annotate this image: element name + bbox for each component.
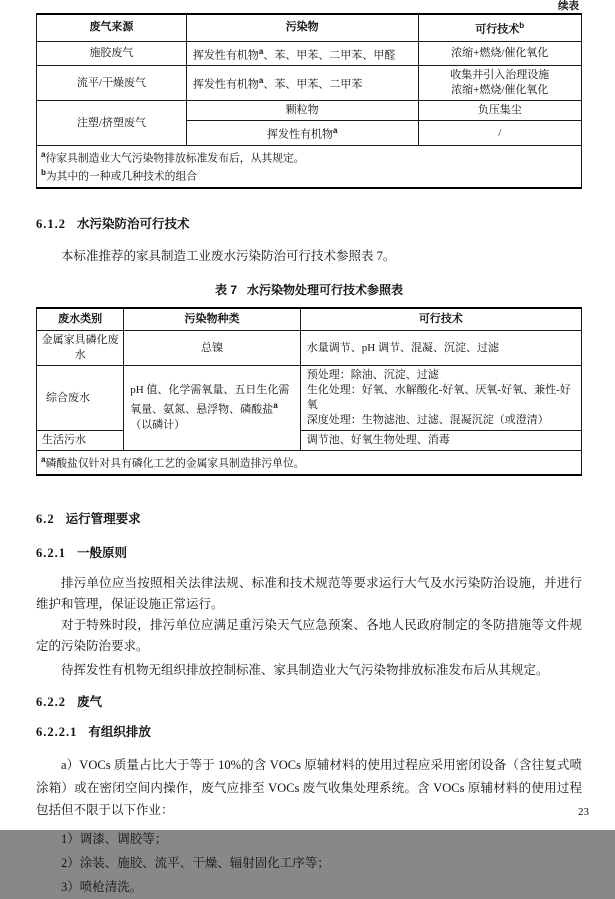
t6-r2-tech: [418, 66, 582, 101]
section-6-1-2-title: 水污染防治可行技术: [77, 217, 190, 232]
section-6-1-2-number: 6.1.2: [36, 217, 66, 232]
t7-r2-pollutant-sup: a: [273, 401, 278, 411]
t6-r2-pollutant-rest: 、苯、甲苯、二甲苯: [263, 79, 363, 92]
t6-header-tech-sup: b: [519, 21, 525, 30]
paragraph-6-1-2: 本标准推荐的家具制造工业废水污染防治可行技术参照表 7。: [61, 249, 396, 264]
table-row: [37, 431, 582, 451]
t6-footnote-b-sup: b: [41, 168, 46, 178]
t6-r1-pollutant-sup: a: [258, 46, 264, 56]
t6-r3-sub2-pollutant: [186, 121, 418, 146]
t7-header-pollutant: 污染物种类: [124, 308, 301, 331]
t7-footnote-row: [37, 451, 582, 476]
section-6-2-1-number: 6.2.1: [36, 546, 66, 561]
section-6-2-1-title: 一般原则: [77, 546, 128, 561]
t6-header-tech-label: 可行技术: [475, 23, 520, 36]
t7-r2-pollutant: [124, 366, 301, 451]
t6-r1-tech: 浓缩+燃烧/催化氧化: [418, 41, 582, 66]
t7-r2-category: 综合废水: [37, 366, 124, 431]
t6-r3-sub2-pollutant-text: 挥发性有机物: [266, 128, 333, 141]
t7-footnote-sup: a: [41, 455, 46, 465]
page-number: 23: [578, 806, 589, 818]
t6-r2-pollutant-sup: a: [258, 76, 264, 86]
t7-r1-tech: 水量调节、pH 调节、混凝、沉淀、过滤: [300, 331, 581, 366]
t7-footnote-text: 磷酸盐仅针对具有磷化工艺的金属家具制造排污单位。: [45, 457, 305, 470]
t6-r3-sub2-pollutant-sup: a: [332, 126, 338, 136]
t6-header-pollutant: 污染物: [186, 14, 418, 41]
section-6-2-2-number: 6.2.2: [36, 695, 66, 710]
table-row: [37, 101, 582, 121]
t7-r2-tech-line2: 生化处理：好氧、水解酸化-好氧、厌氧-好氧、兼性-好氧: [306, 384, 571, 412]
t6-r1-source: 施胶废气: [37, 41, 187, 66]
table-row: [37, 66, 582, 101]
t6-header-tech: [418, 14, 582, 41]
table-continuation-label: 续表: [558, 1, 579, 12]
table7-caption: [36, 283, 582, 298]
t6-r1-pollutant-rest: 、苯、甲苯、二甲苯、甲醛: [263, 49, 396, 62]
t6-r2-pollutant: [186, 66, 418, 101]
list-item: 1）调漆、调胶等；: [61, 831, 168, 846]
t6-r2-tech-line2: 浓缩+燃烧/催化氧化: [451, 84, 549, 97]
section-6-2-number: 6.2: [36, 512, 55, 527]
t6-r3-sub1-pollutant: 颗粒物: [186, 101, 418, 121]
t6-footnote-a-sup: a: [41, 149, 46, 159]
paragraph-6-2-1-a: 排污单位应当按照相关法律法规、标准和技术规范等要求运行大气及水污染防治设施，并进行维护和管理，保证设施正常运行。: [36, 576, 582, 612]
t6-r3-sub1-tech: 负压集尘: [418, 101, 582, 121]
t7-footnote: [37, 451, 582, 476]
list-item: 2）涂装、施胶、流平、干燥、辐射固化工序等；: [61, 855, 330, 870]
t7-r3-tech: 调节池、好氧生物处理、消毒: [300, 431, 581, 451]
table7-caption-title: 水污染物处理可行技术参照表: [247, 283, 404, 298]
t6-footnote-a-text: 待家具制造业大气污染物排放标准发布后，从其规定。: [45, 152, 305, 165]
t7-r2-tech-line1: 预处理：除油、沉淀、过滤: [306, 369, 439, 382]
t7-header-category: 废水类别: [37, 308, 124, 331]
t6-r3-source: 注塑/挤塑废气: [37, 101, 187, 146]
t7-r2-pollutant-text: pH 值、化学需氧量、五日生化需氧量、氨氮、悬浮物、磷酸盐: [130, 384, 290, 416]
paragraph-6-2-1-b: 对于特殊时段，排污单位应满足重污染天气应急预案、各地人民政府制定的冬防措施等文件规定的污染防治要求。: [36, 618, 582, 654]
table-exhaust-gas-technologies: [36, 13, 582, 189]
t7-r2-tech: [300, 366, 581, 431]
t7-r3-category: 生活污水: [37, 431, 124, 451]
paragraph-6-2-1-c: 待挥发性有机物无组织排放控制标准、家具制造业大气污染物排放标准发布后从其规定。: [61, 663, 549, 678]
t6-header-row: [37, 14, 582, 41]
t6-r2-pollutant-text: 挥发性有机物: [192, 79, 259, 92]
section-heading-6-2-1: [36, 545, 582, 562]
t6-r3-sub2-tech: /: [418, 121, 582, 146]
list-item: 3）喷枪清洗。: [61, 879, 143, 894]
list-operations: [36, 827, 582, 899]
t7-r1-category: 金属家具磷化废水: [37, 331, 124, 366]
t6-r2-tech-line1: 收集并引入治理设施: [450, 69, 550, 82]
section-6-2-2-1-title: 有组织排放: [88, 725, 151, 740]
t6-footnote-b: [41, 166, 577, 184]
table-row: [37, 366, 582, 431]
t6-footnote-a: [41, 148, 577, 166]
table-wastewater-technologies: [36, 307, 582, 476]
section-heading-6-2: [36, 511, 582, 528]
t7-r2-pollutant-rest: （以磷计）: [130, 418, 186, 431]
section-heading-6-2-2-1: [36, 724, 582, 741]
section-heading-6-1-2: [36, 216, 582, 233]
t6-r2-source: 流平/干燥废气: [37, 66, 187, 101]
table-row: [37, 331, 582, 366]
t6-footnotes: [37, 145, 582, 188]
t7-r1-pollutant: 总镍: [124, 331, 301, 366]
paragraph-6-2-2-1-a: a）VOCs 质量占比大于等于 10%的含 VOCs 原辅材料的使用过程应采用密闭设备（含往复式喷涂箱）或在密闭空间内操作，废气应排至 VOCs 废气收集处理系统。含 VOCs 原辅材料的使用过程包括但不限于以下作业：: [36, 758, 582, 818]
t6-r1-pollutant: [186, 41, 418, 66]
t7-r2-tech-line3: 深度处理：生物滤池、过滤、混凝沉淀（或澄清）: [306, 414, 549, 427]
section-6-2-2-title: 废气: [77, 695, 103, 710]
section-6-2-2-1-number: 6.2.2.1: [36, 725, 78, 740]
t6-footnote-b-text: 为其中的一种或几种技术的组合: [45, 170, 198, 183]
section-heading-6-2-2: [36, 694, 582, 711]
t6-footnote-row: [37, 145, 582, 188]
t7-header-tech: 可行技术: [300, 308, 581, 331]
t6-r1-pollutant-text: 挥发性有机物: [192, 49, 259, 62]
t7-header-row: [37, 308, 582, 331]
section-6-2-title: 运行管理要求: [65, 512, 141, 527]
table7-caption-number: 表 7: [214, 283, 237, 298]
table-row: [37, 41, 582, 66]
t6-header-source: 废气来源: [37, 14, 187, 41]
